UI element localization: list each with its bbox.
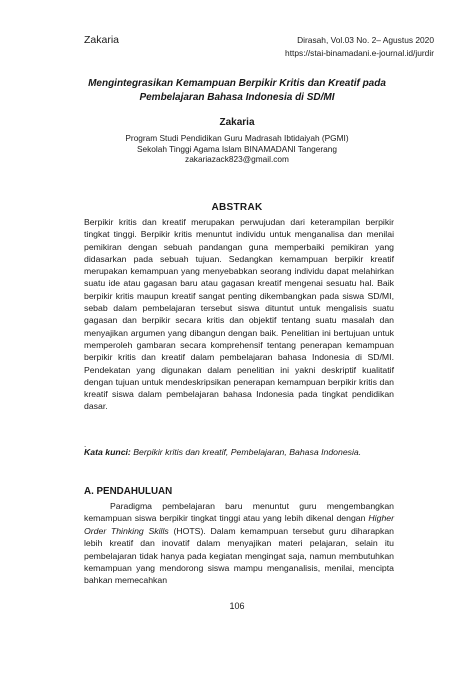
abstract-heading: ABSTRAK xyxy=(211,202,263,213)
stray-dot: . xyxy=(84,440,87,449)
affiliation-institution: Sekolah Tinggi Agama Islam BINAMADANI Tangerang xyxy=(137,143,337,154)
keywords xyxy=(84,447,404,457)
affiliation-program: Program Studi Pendidikan Guru Madrasah Ibtidaiyah (PGMI) xyxy=(125,133,349,143)
keywords-label: Kata kunci: xyxy=(84,447,131,457)
running-header-author: Zakaria xyxy=(84,34,120,46)
journal-issue: Dirasah, Vol.03 No. 2– Agustus 2020 xyxy=(297,35,434,45)
intro-text-b: (HOTS). Dalam kemampuan tersebut guru diharapkan lebih kreatif dan inovatif dalam menyajikan materi pelajaran, selain itu pembelajaran tidak hanya pada kegiatan mengingat saja, namun membutuhkan kemampuan yang mendorong siswa mampu menganalisis, menilai, mencipta bahkan memecahkan xyxy=(84,525,394,586)
journal-url: https://stai-binamadani.e-journal.id/jurdir xyxy=(285,47,434,58)
intro-paragraph xyxy=(84,500,394,587)
section-heading: A. PENDAHULUAN xyxy=(84,486,173,497)
article-title xyxy=(60,77,414,104)
author-name: Zakaria xyxy=(219,117,255,128)
author-affiliation xyxy=(0,133,474,165)
keywords-list: Berpikir kritis dan kreatif, Pembelajaran, Bahasa Indonesia. xyxy=(130,447,362,457)
running-header-journal xyxy=(285,34,434,59)
intro-text-a: Paradigma pembelajaran baru menuntut guru mengembangkan kemampuan siswa berpikir tingkat tinggi atau yang lebih dikenal dengan xyxy=(84,501,394,524)
abstract-text: Berpikir kritis dan kreatif merupakan perwujudan dari keterampilan berpikir tingkat tinggi. Berpikir kritis menuntut individu untuk menganalisa dan menilai pemikiran dengan sebuah pandangan guna memperbaiki pemikiran yang didasarkan pada sebuah tujuan. Sedangkan kemampuan berpikir kreatif merupakan kemampuan yang menyebabkan seorang individu dapat melahirkan suatu ide atau gagasan baru atau gagasan kreatif mengenai sesuatu hal. Baik berpikir kritis maupun kreatif sangat penting dikembangkan pada siswa SD/MI, sebab dalam pembelajaran tersebut siswa dituntut untuk mengalisis suatu gagasan dan berpikir secara kritis dan objektif tentang suatu masalah dan menyajikan argumen yang dibangun dengan baik. Penelitian ini bertujuan untuk memperoleh gambaran secara komprehensif tentang penerapan kemampuan berpikir kritis dan kreatif dalam pembelajaran bahasa Indonesia di SD/MI. Pendekatan yang digunakan dalam penelitian ini yakni deskriptif kualitatif dengan tujuan untuk mendeskripsikan penerapan kemampuan berpikir kritis dan kreatif siswa dalam pembelajaran bahasa Indonesia pada tingkat pendidikan dasar. xyxy=(84,217,394,412)
author-email: zakariazack823@gmail.com xyxy=(185,154,289,164)
intro-text-emphasis: Higher Order Thinking Skills xyxy=(84,513,394,536)
page-number: 106 xyxy=(229,601,245,611)
abstract-body xyxy=(84,216,394,413)
title-line-1: Mengintegrasikan Kemampuan Berpikir Kritis dan Kreatif pada xyxy=(88,78,386,89)
title-line-2: Pembelajaran Bahasa Indonesia di SD/MI xyxy=(139,91,335,103)
